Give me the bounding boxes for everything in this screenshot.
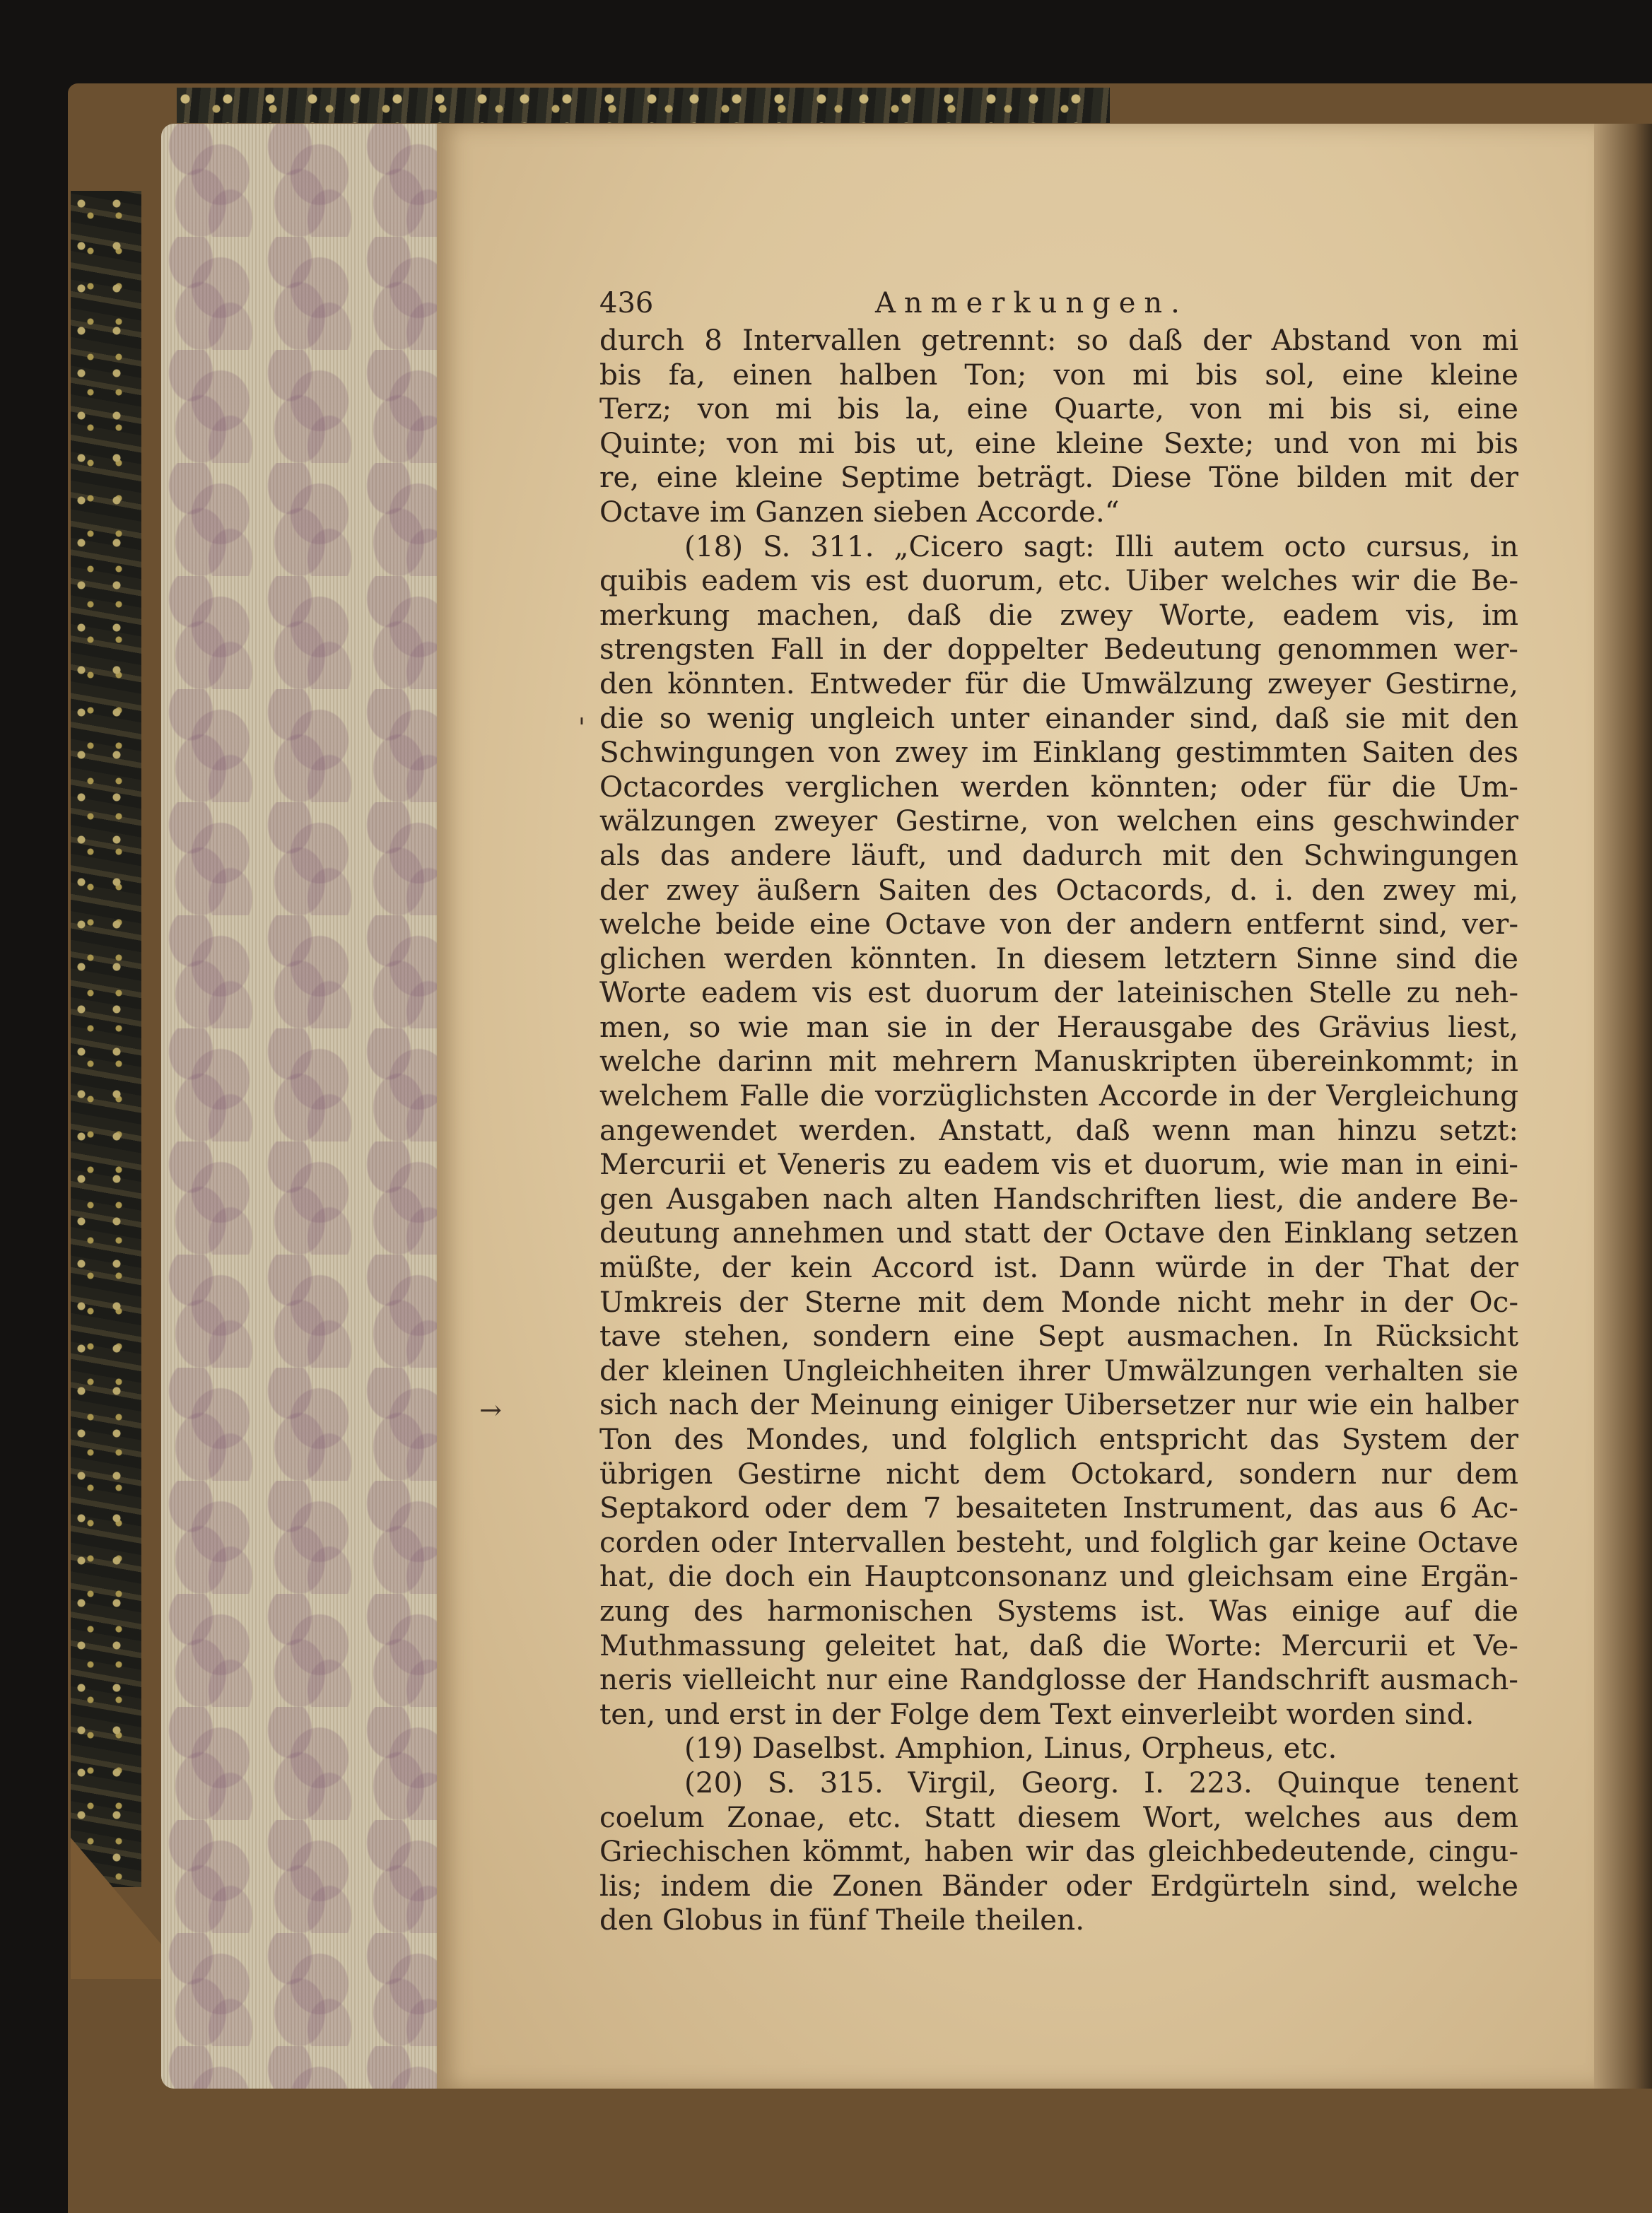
text-line: Worte eadem vis est duorum der lateinischen Stelle zu neh- [599, 975, 1518, 1010]
text-line: Mercurii et Veneris zu eadem vis et duorum, wie man in eini- [599, 1147, 1518, 1182]
text-line: den könnten. Entweder für die Umwälzung zweyer Gestirne, [599, 666, 1518, 700]
text-line: glichen werden könnten. In diesem letztern Sinne sind die [599, 941, 1518, 975]
text-line: (18) S. 311. „Cicero sagt: Illi autem octo cursus, in [684, 529, 1518, 563]
text-line: corden oder Intervallen besteht, und folglich gar keine Octave [599, 1525, 1518, 1559]
text-line: men, so wie man sie in der Herausgabe des Grävius liest, [599, 1009, 1518, 1044]
text-line: bis fa, einen halben Ton; von mi bis sol, eine kleine [599, 357, 1518, 392]
text-line: als das andere läuft, und dadurch mit den Schwingungen [599, 838, 1518, 872]
text-line: zung des harmonischen Systems ist. Was einige auf die [599, 1593, 1518, 1628]
text-line: re, eine kleine Septime beträgt. Diese Töne bilden mit der [599, 460, 1518, 495]
running-title: Anmerkungen. [875, 287, 1188, 319]
page-header [599, 286, 1518, 323]
text-line: Griechischen kömmt, haben wir das gleichbedeutende, cingu- [599, 1834, 1518, 1869]
page-number: 436 [599, 287, 654, 319]
text-line: Septakord oder dem 7 besaiteten Instrument, das aus 6 Ac- [599, 1491, 1518, 1525]
margin-arrow-mark: → [479, 1395, 502, 1426]
margin-tick-mark: ' [578, 714, 585, 743]
text-line: (19) Daselbst. Amphion, Linus, Orpheus, etc. [684, 1731, 1337, 1766]
text-line: gen Ausgaben nach alten Handschriften liest, die andere Be- [599, 1181, 1518, 1216]
text-line: wälzungen zweyer Gestirne, von welchen eins geschwinder [599, 804, 1518, 838]
text-line: strengsten Fall in der doppelter Bedeutung genommen wer- [599, 632, 1518, 667]
text-line: hat, die doch ein Hauptconsonanz und gleichsam eine Ergän- [599, 1559, 1518, 1594]
text-line: Ton des Mondes, und folglich entspricht das System der [599, 1422, 1518, 1456]
text-line: angewendet werden. Anstatt, daß wenn man hinzu setzt: [599, 1113, 1518, 1147]
text-line: die so wenig ungleich unter einander sind, daß sie mit den [599, 700, 1518, 735]
text-line: tave stehen, sondern eine Sept ausmachen. In Rücksicht [599, 1319, 1518, 1354]
text-line: müßte, der kein Accord ist. Dann würde in der That der [599, 1250, 1518, 1285]
text-line: übrigen Gestirne nicht dem Octokard, sondern nur dem [599, 1456, 1518, 1491]
text-line: durch 8 Intervallen getrennt: so daß der Abstand von mi [599, 323, 1518, 357]
marbled-cover-left [71, 191, 141, 1887]
gutter-shadow [1594, 124, 1652, 2089]
text-line: deutung annehmen und statt der Octave den Einklang setzen [599, 1216, 1518, 1250]
text-line: der zwey äußern Saiten des Octacords, d. i. den zwey mi, [599, 872, 1518, 907]
text-line: (20) S. 315. Virgil, Georg. I. 223. Quinque tenent [684, 1765, 1518, 1800]
page-text-block [599, 286, 1518, 1937]
text-line: Octave im Ganzen sieben Accorde.“ [599, 494, 1120, 529]
text-line: Terz; von mi bis la, eine Quarte, von mi bis si, eine [599, 392, 1518, 426]
text-line: Octacordes verglichen werden könnten; oder für die Um- [599, 769, 1518, 804]
body-lines [599, 323, 1518, 1937]
text-line: ten, und erst in der Folge dem Text einverleibt worden sind. [599, 1696, 1475, 1731]
text-line: welche beide eine Octave von der andern entfernt sind, ver- [599, 907, 1518, 941]
text-line: quibis eadem vis est duorum, etc. Uiber welches wir die Be- [599, 563, 1518, 598]
text-line: Quinte; von mi bis ut, eine kleine Sexte; und von mi bis [599, 425, 1518, 460]
text-line: Schwingungen von zwey im Einklang gestimmten Saiten des [599, 735, 1518, 770]
text-line: Umkreis der Sterne mit dem Monde nicht mehr in der Oc- [599, 1284, 1518, 1319]
marbled-cover-top [177, 88, 1110, 123]
text-line: neris vielleicht nur eine Randglosse der Handschrift ausmach- [599, 1662, 1518, 1697]
text-line: sich nach der Meinung einiger Uibersetzer nur wie ein halber [599, 1387, 1518, 1422]
text-line: lis; indem die Zonen Bänder oder Erdgürteln sind, welche [599, 1868, 1518, 1903]
text-line: Muthmassung geleitet hat, daß die Worte: Mercurii et Ve- [599, 1628, 1518, 1662]
page-block-edge [161, 124, 438, 2089]
text-line: welchem Falle die vorzüglichsten Accorde in der Vergleichung [599, 1079, 1518, 1113]
text-line: coelum Zonae, etc. Statt diesem Wort, welches aus dem [599, 1800, 1518, 1834]
text-line: welche darinn mit mehrern Manuskripten übereinkommt; in [599, 1044, 1518, 1079]
text-line: der kleinen Ungleichheiten ihrer Umwälzungen verhalten sie [599, 1353, 1518, 1387]
text-line: den Globus in fünf Theile theilen. [599, 1903, 1085, 1937]
text-line: merkung machen, daß die zwey Worte, eadem vis, im [599, 597, 1518, 632]
